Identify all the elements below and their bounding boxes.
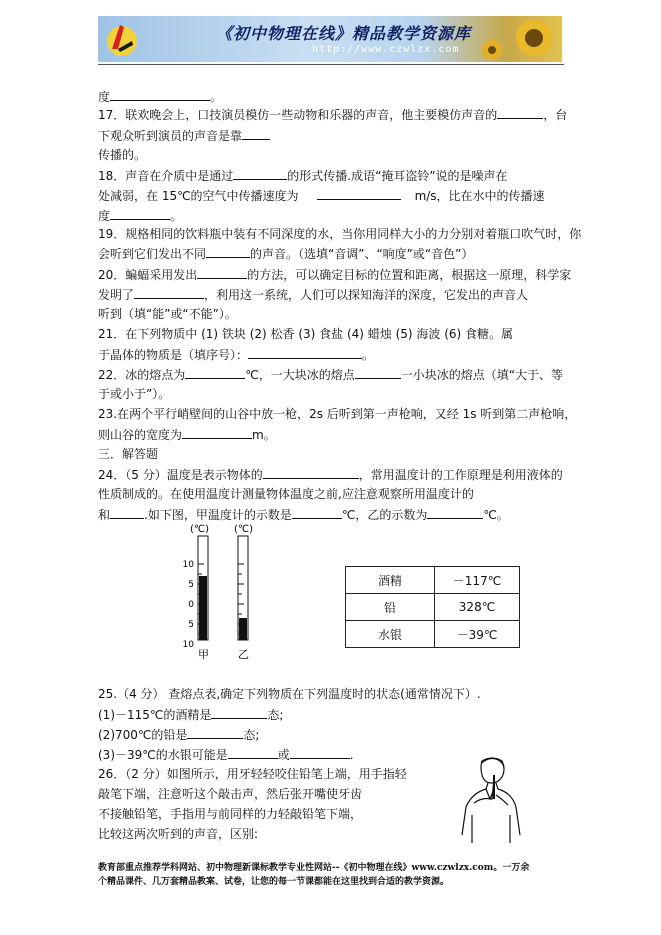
table-cell: 铅 [346, 594, 435, 621]
therm-unit-right: (℃) [234, 524, 254, 535]
thermometer-figure [160, 522, 270, 662]
banner-title: 《初中物理在线》精品教学资源库 [216, 24, 472, 43]
question-26: 26．（2 分）如图所示，用牙轻轻咬住铅笔上端，用手指轻 [98, 767, 407, 781]
text-line: 会听到它们发出不同 的声音。（选填“音调”、“响度”或“音色”） [98, 247, 474, 261]
text-line: 发明了 ，利用这一系统，人们可以探知海洋的深度，它发出的声音人 [98, 288, 529, 302]
tick-label: 5 [188, 580, 194, 590]
question-21: 21．在下列物质中 (1) 铁块 (2) 松香 (3) 食盐 (4) 蜡烛 (5) 海波 (6) 食糖。属 [98, 327, 514, 341]
site-logo-icon [102, 19, 142, 59]
table-cell: －117℃ [435, 567, 520, 594]
text-line: 度 。 [98, 209, 183, 223]
text-line: (3)－39℃的水银可能是 或 . [98, 748, 354, 762]
tick-label: 10 [182, 640, 194, 650]
question-25: 25.（4 分） 查熔点表,确定下列物质在下列温度时的状态(通常情况下）. [98, 687, 481, 701]
table-cell: 水银 [346, 621, 435, 648]
text-line: 比较这两次听到的声音，区别: [98, 827, 259, 841]
banner-url: http://www.czwlzx.com [312, 44, 460, 55]
text-line: 处减弱，在 15℃的空气中传播速度为 m/s，比在水中的传播速 [98, 189, 545, 203]
table-row [346, 594, 520, 621]
text-line: 传播的。 [98, 148, 147, 162]
footer-line-2: 个精品课件、几万套精品教案、试卷，让您的每一节课都能在这里找到合适的教学资源。 [98, 877, 450, 887]
question-20: 20．蝙蝠采用发出 的方法，可以确定目标的位置和距离，根据这一原理，科学家 [98, 268, 572, 282]
tick-label: 5 [188, 620, 194, 630]
thermometer-right-label: 乙 [238, 648, 249, 661]
question-17: 17．联欢晚会上，口技演员模仿一些动物和乐器的声音，他主要模仿声音的 ，台 [98, 108, 568, 122]
thermometer-left-liquid [199, 576, 207, 640]
thermometer-right-liquid [239, 618, 247, 640]
text-line: 于晶体的物质是（填序号）： 。 [98, 348, 375, 362]
footer [98, 861, 568, 889]
text-line: 和 .如下图，甲温度计的示数是 ℃，乙的示数为 ℃。 [98, 508, 509, 522]
question-22: 22．冰的熔点为 ℃，一大块冰的熔点 一小块冰的熔点（填“大于、等 [98, 368, 563, 382]
question-19: 19．规格相同的饮料瓶中装有不同深度的水，当你用同样大小的力分别对着瓶口吹气时，你 [98, 227, 582, 241]
text-line: 下观众听到演员的声音是靠 [98, 127, 270, 144]
sunflower-icon [472, 16, 562, 62]
therm-unit-left: (℃) [190, 524, 210, 535]
question-24: 24．（5 分）温度是表示物体的 ，常用温度计的工作原理是利用液体的 [98, 468, 563, 482]
table-row [346, 621, 520, 648]
text-line: (2)700℃的铅是 态; [98, 728, 260, 742]
melting-point-table [345, 566, 520, 648]
text-line: 听到（填“能”或“不能”）。 [98, 307, 237, 321]
footer-line-1: 教育部重点推荐学科网站、初中物理新课标教学专业性网站--《初中物理在线》www.czwlzx.com。一万余 [98, 863, 530, 873]
table-row [346, 567, 520, 594]
header-divider [98, 64, 564, 65]
tick-label: 0 [188, 600, 194, 610]
table-cell: 328℃ [435, 594, 520, 621]
text-line: 于或小于”）。 [98, 387, 171, 401]
question-18: 18．声音在介质中是通过 的形式传播.成语“掩耳盗铃”说的是噪声在 [98, 169, 508, 183]
question-23: 23.在两个平行峭壁间的山谷中放一枪，2s 后听到第一声枪响，又经 1s 听到第二声枪响， [98, 407, 577, 421]
text-line: 敲笔下端，注意听这个敲击声，然后张开嘴使牙齿 [98, 787, 363, 801]
text-line: 则山谷的宽度为 m。 [98, 428, 276, 442]
tick-label: 10 [182, 560, 194, 570]
text-line: 度 。 [98, 90, 223, 104]
table-cell: －39℃ [435, 621, 520, 648]
thermometer-left-label: 甲 [198, 648, 209, 661]
text-line: 性质制成的。在使用温度计测量物体温度之前,应注意观察所用温度计的 [98, 487, 474, 501]
person-biting-pencil-illustration [452, 755, 530, 845]
text-line: 不接触铅笔，手指用与前同样的力轻敲铅笔下端， [98, 807, 363, 821]
section-heading: 三．解答题 [98, 447, 159, 461]
table-cell: 酒精 [346, 567, 435, 594]
text-line: (1)－115℃的酒精是 态; [98, 708, 284, 722]
header-banner [98, 16, 562, 62]
